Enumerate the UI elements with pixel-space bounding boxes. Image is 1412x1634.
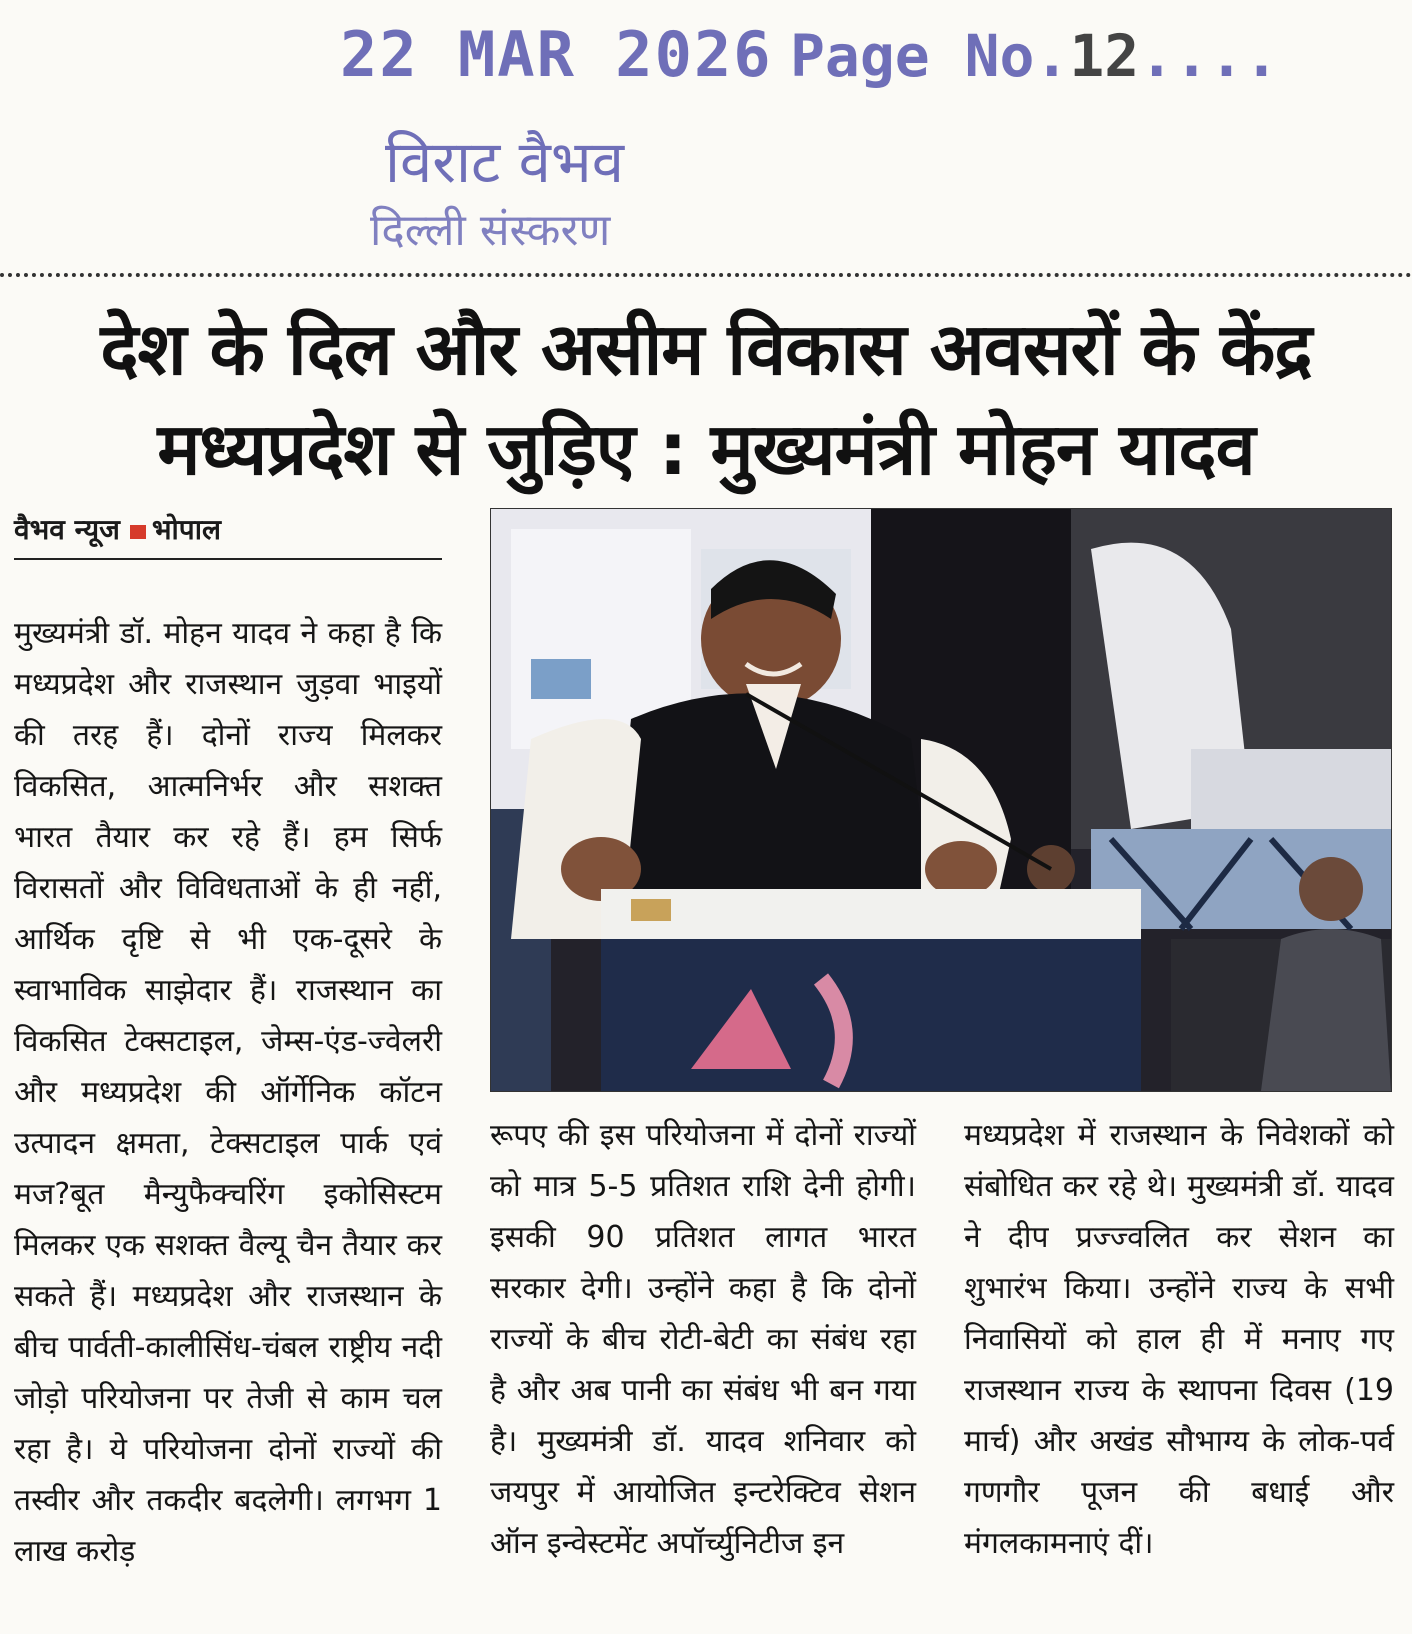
byline-place: भोपाल <box>151 513 221 546</box>
article-column-1: मुख्यमंत्री डॉ. मोहन यादव ने कहा है कि मध्यप्रदेश और राजस्थान जुड़वा भाइयों की तरह हैं। दोनों राज्य मिलकर विकसित, आत्मनिर्भर और सशक्त भारत तैयार कर रहे हैं। हम सिर्फ विरासतों और विविधताओं के ही नहीं, आर्थिक दृष्टि से भी एक-दूसरे के स्वाभाविक साझेदार हैं। राजस्थान का विकसित टेक्सटाइल, जेम्स-एंड-ज्वेलरी और मध्यप्रदेश की ऑर्गेनिक कॉटन उत्पादन क्षमता, टेक्सटाइल पार्क एवं मज?बूत मैन्युफैक्चरिंग इकोसिस्टम मिलकर एक सशक्त वैल्यू चैन तैयार कर सकते हैं। मध्यप्रदेश और राजस्थान के बीच पार्वती-कालीसिंध-चंबल राष्ट्रीय नदी जोड़ो परियोजना पर तेजी से काम चल रहा है। ये परियोजना दोनों राज्यों की तस्वीर और तकदीर बदलेगी। लगभग 1 लाख करोड़ <box>14 616 442 1569</box>
stamp-edition: दिल्ली संस्करण <box>370 205 611 256</box>
article-column-2: रूपए की इस परियोजना में दोनों राज्यों को मात्र 5-5 प्रतिशत राशि देनी होगी। इसकी 90 प्रतिशत लागत भारत सरकार देगी। उन्होंने कहा है कि दोनों राज्यों के बीच रोटी-बेटी का संबंध रहा है और अब पानी का संबंध भी बन गया है। मुख्यमंत्री डॉ. यादव शनिवार को जयपुर में आयोजित इन्टरेक्टिव सेशन ऑन इन्वेस्टमेंट अपॉर्च्युनिटीज इन <box>490 1118 916 1561</box>
byline <box>14 510 442 560</box>
headline-line-1: देश के दिल और असीम विकास अवसरों के केंद्र <box>100 307 1312 391</box>
stamp-date: 22 MAR 2026 <box>340 18 773 91</box>
byline-marker-square-icon <box>130 525 146 539</box>
stamp-publication: विराट वैभव <box>385 128 624 196</box>
stamp-page-label: Page No. <box>790 22 1070 90</box>
stamp-page-number: 12 <box>1069 22 1140 90</box>
news-photo-illustration <box>491 509 1391 1091</box>
stamp-page: Page No.12.... <box>790 22 1279 90</box>
headline-line-2: मध्यप्रदेश से जुड़िए : मुख्यमंत्री मोहन यादव <box>157 407 1255 491</box>
byline-source: वैभव न्यूज <box>14 513 120 546</box>
news-photo <box>490 508 1392 1092</box>
article-column-3: मध्यप्रदेश में राजस्थान के निवेशकों को संबोधित कर रहे थे। मुख्यमंत्री डॉ. यादव ने दीप प्रज्ज्वलित कर सेशन का शुभारंभ किया। उन्होंने राज्य के सभी निवासियों को हाल ही में मनाए गए राजस्थान राज्य के स्थापना दिवस (19 मार्च) और अखंड सौभाग्य के लोक-पर्व गणगौर पूजन की बधाई और मंगलकामनाएं दीं। <box>964 1118 1394 1561</box>
clipping-top-edge <box>0 273 1412 277</box>
